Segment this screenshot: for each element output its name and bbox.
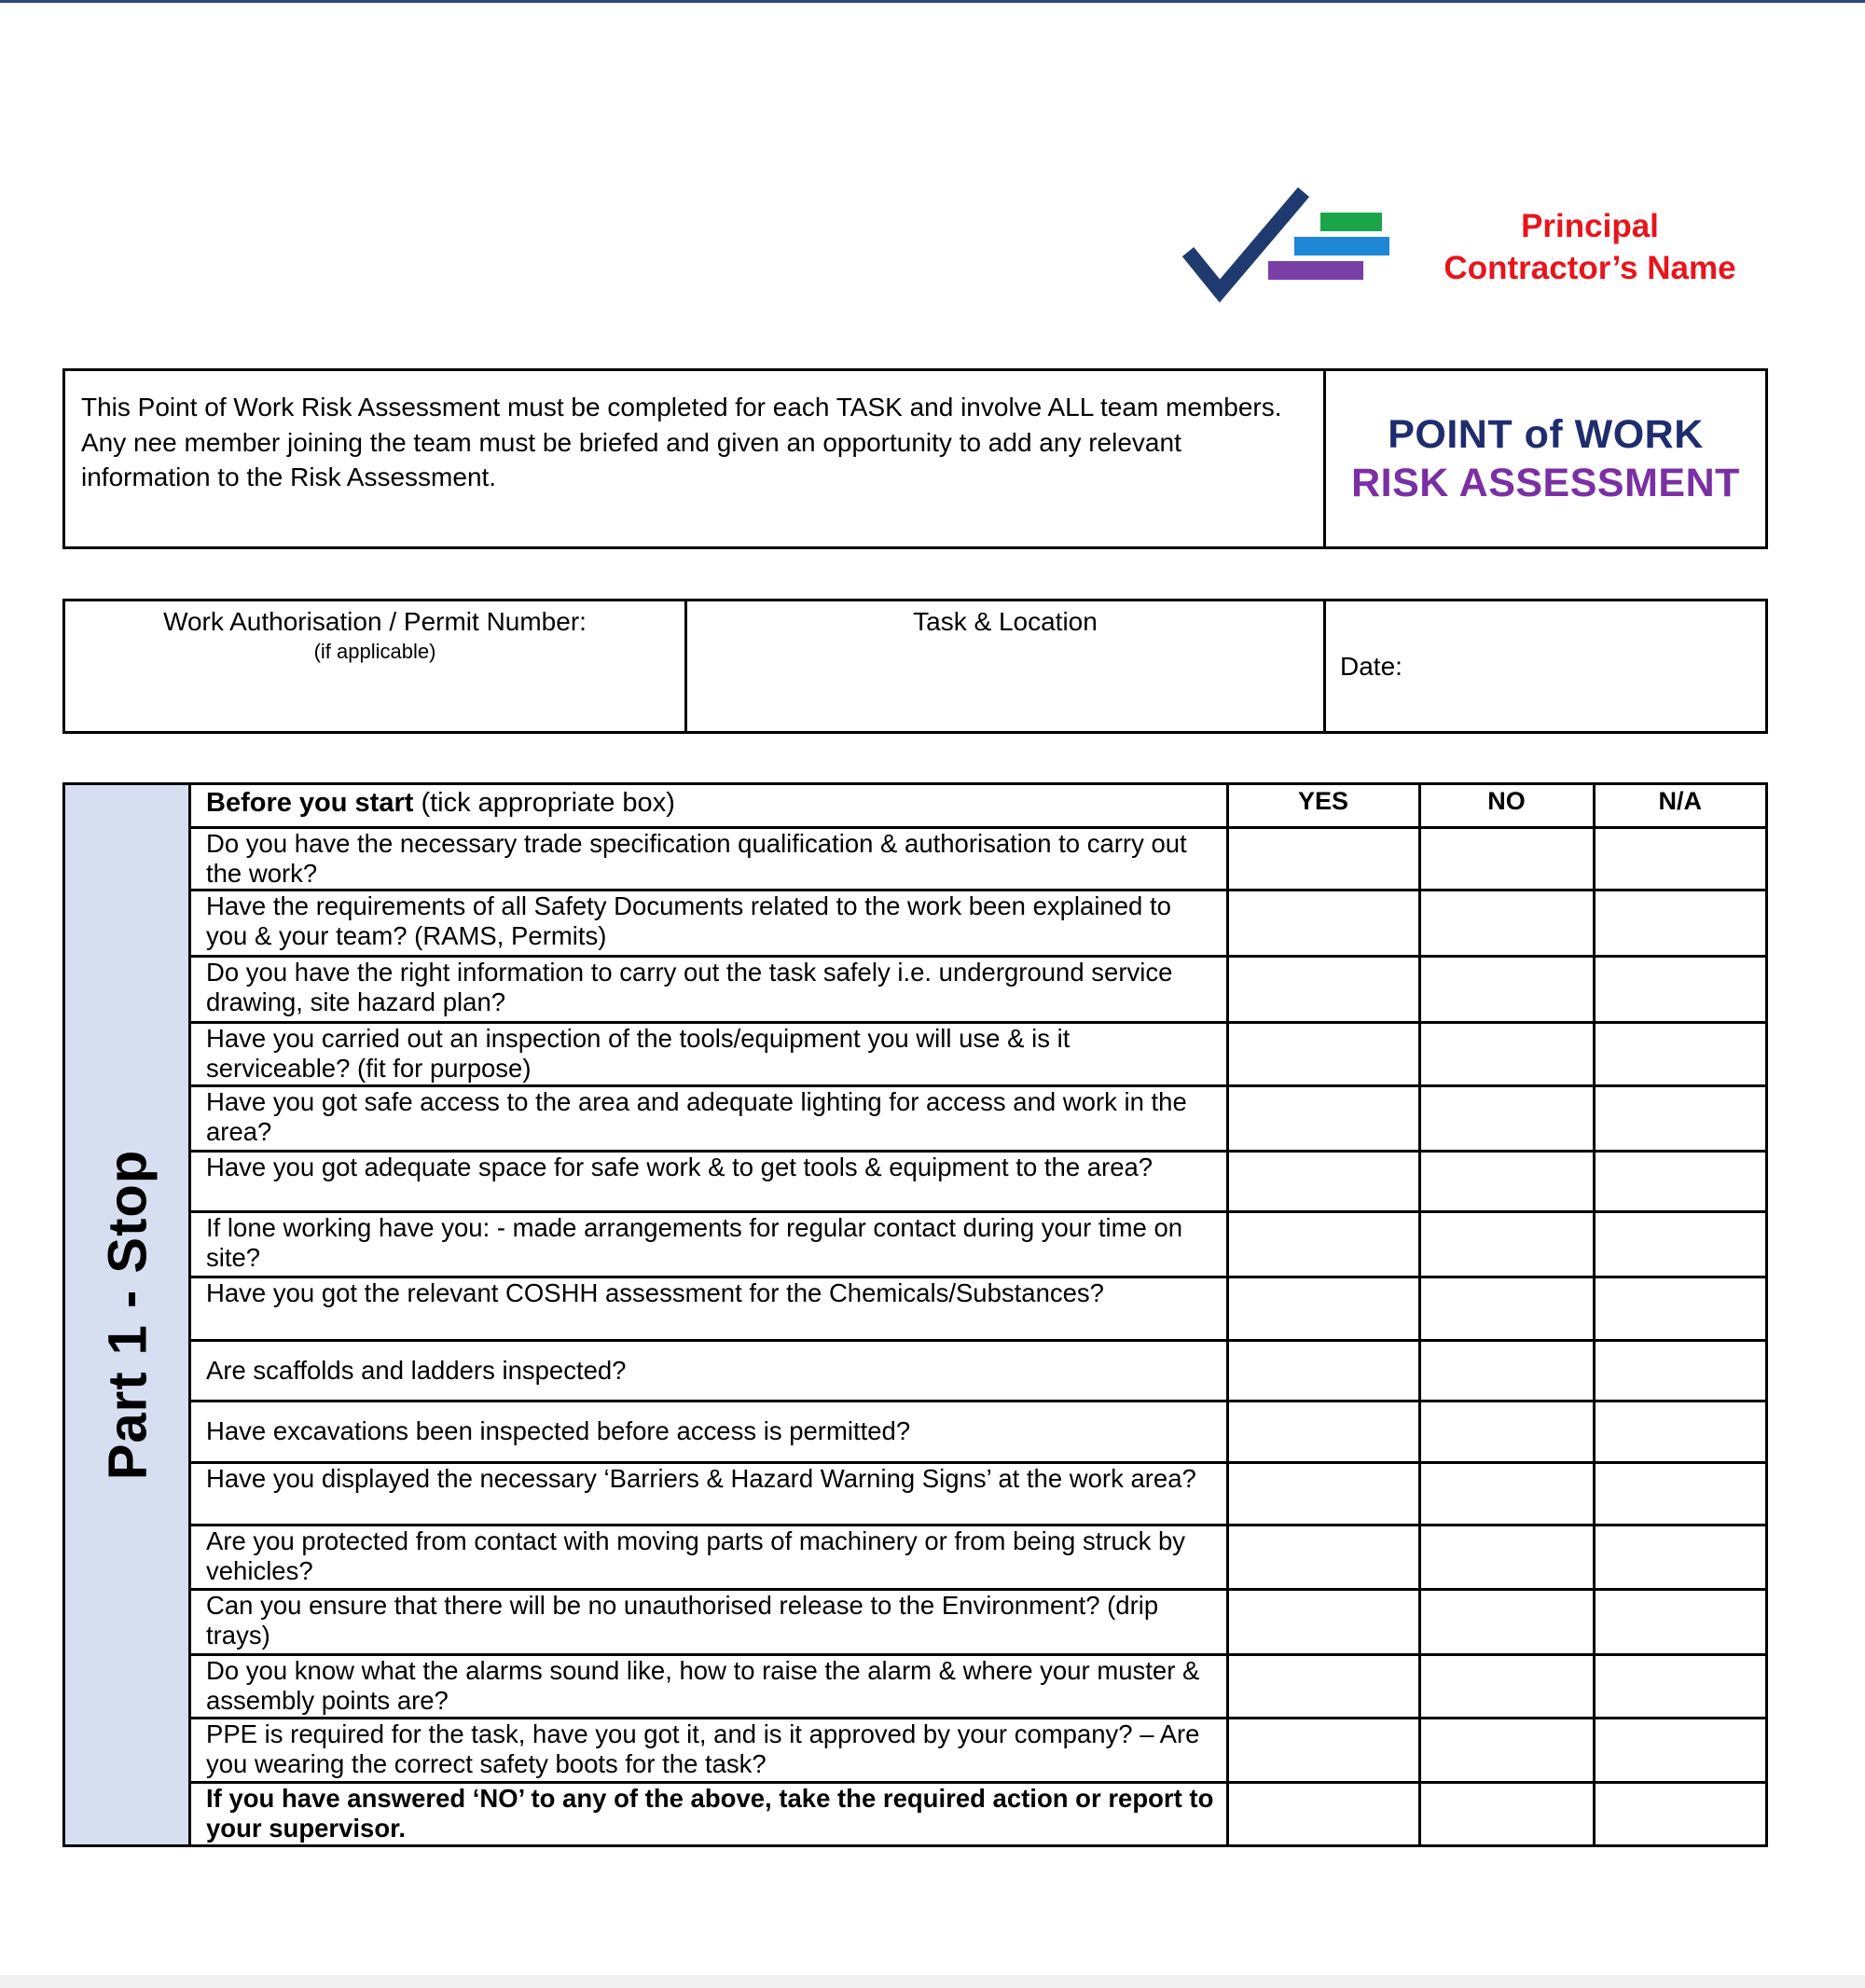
question-text: Do you have the necessary trade specification qualification & authorisation to carry out the work?: [191, 827, 1227, 890]
table-row: [191, 1340, 1765, 1401]
na-checkbox[interactable]: [1594, 1151, 1765, 1211]
na-checkbox[interactable]: [1594, 890, 1765, 956]
final-note: If you have answered ‘NO’ to any of the above, take the required action or report to your supervisor.: [191, 1782, 1227, 1844]
no-checkbox[interactable]: [1419, 956, 1594, 1022]
question-text: Are you protected from contact with moving parts of machinery or from being struck by vehicles?: [191, 1525, 1227, 1589]
title-line-2: RISK ASSESSMENT: [1351, 461, 1740, 505]
checklist-header-question: [191, 785, 1227, 827]
na-checkbox[interactable]: [1594, 1211, 1765, 1277]
task-location-label: Task & Location: [913, 607, 1098, 636]
yes-checkbox[interactable]: [1227, 1782, 1419, 1844]
no-checkbox[interactable]: [1419, 1462, 1594, 1525]
na-checkbox[interactable]: [1594, 956, 1765, 1022]
na-checkbox[interactable]: [1594, 1022, 1765, 1085]
intro-box: [62, 368, 1768, 549]
table-row: [191, 956, 1765, 1022]
no-checkbox[interactable]: [1419, 890, 1594, 956]
question-text: PPE is required for the task, have you got it, and is it approved by your company? – Are you wearing the correct safety boots for the task?: [191, 1718, 1227, 1782]
na-checkbox[interactable]: [1594, 1718, 1765, 1782]
table-row: [191, 1525, 1765, 1589]
col-na-header: N/A: [1594, 785, 1765, 827]
yes-checkbox[interactable]: [1227, 1151, 1419, 1211]
yes-checkbox[interactable]: [1227, 1085, 1419, 1151]
checkmark-logo-icon: [1182, 185, 1389, 306]
yes-checkbox[interactable]: [1227, 890, 1419, 956]
permit-details-box: [62, 599, 1768, 734]
col-no-header: NO: [1419, 785, 1594, 827]
na-checkbox[interactable]: [1594, 1525, 1765, 1589]
part1-checklist: [62, 782, 1768, 1847]
checklist-table: [191, 785, 1765, 1844]
intro-line-1: This Point of Work Risk Assessment must be completed for each TASK and involve ALL team members.: [81, 393, 1282, 421]
question-text: If lone working have you: - made arrangements for regular contact during your time on site?: [191, 1211, 1227, 1277]
table-row: [191, 1151, 1765, 1211]
no-checkbox[interactable]: [1419, 1401, 1594, 1462]
na-checkbox[interactable]: [1594, 1589, 1765, 1654]
yes-checkbox[interactable]: [1227, 1525, 1419, 1589]
yes-checkbox[interactable]: [1227, 956, 1419, 1022]
checklist-header-row: [191, 785, 1765, 827]
no-checkbox[interactable]: [1419, 1151, 1594, 1211]
no-checkbox[interactable]: [1419, 1782, 1594, 1844]
question-text: Are scaffolds and ladders inspected?: [191, 1340, 1227, 1401]
question-text: Have you displayed the necessary ‘Barriers & Hazard Warning Signs’ at the work area?: [191, 1462, 1227, 1525]
no-checkbox[interactable]: [1419, 1211, 1594, 1277]
yes-checkbox[interactable]: [1227, 1401, 1419, 1462]
yes-checkbox[interactable]: [1227, 1718, 1419, 1782]
principal-contractor-line2: Contractor’s Name: [1444, 250, 1736, 286]
table-row: [191, 1401, 1765, 1462]
table-row: [191, 1277, 1765, 1340]
date-label: Date:: [1340, 651, 1402, 681]
no-checkbox[interactable]: [1419, 1340, 1594, 1401]
header-bold: Before you start: [206, 788, 414, 818]
table-row: [191, 890, 1765, 956]
question-text: Do you know what the alarms sound like, how to raise the alarm & where your muster & assembly points are?: [191, 1654, 1227, 1718]
na-checkbox[interactable]: [1594, 1782, 1765, 1844]
top-border-line: [0, 0, 1865, 3]
no-checkbox[interactable]: [1419, 1085, 1594, 1151]
table-row: [191, 1211, 1765, 1277]
question-text: Can you ensure that there will be no unauthorised release to the Environment? (drip trays): [191, 1589, 1227, 1654]
work-authorisation-field[interactable]: [65, 601, 687, 731]
table-row: [191, 1654, 1765, 1718]
question-text: Do you have the right information to carry out the task safely i.e. underground service drawing, site hazard plan?: [191, 956, 1227, 1022]
yes-checkbox[interactable]: [1227, 1022, 1419, 1085]
no-checkbox[interactable]: [1419, 1525, 1594, 1589]
na-checkbox[interactable]: [1594, 1462, 1765, 1525]
no-checkbox[interactable]: [1419, 827, 1594, 890]
col-yes-header: YES: [1227, 785, 1419, 827]
table-row: [191, 1462, 1765, 1525]
date-field[interactable]: [1326, 601, 1765, 731]
principal-contractor-name: [1417, 205, 1762, 289]
no-checkbox[interactable]: [1419, 1022, 1594, 1085]
intro-line-2: Any nee member joining the team must be briefed and given an opportunity to add any relevant information to the Risk Assessment.: [81, 427, 1181, 491]
title-line-1: POINT of WORK: [1388, 412, 1704, 457]
question-text: Have you got adequate space for safe work & to get tools & equipment to the area?: [191, 1151, 1227, 1211]
table-row: [191, 827, 1765, 890]
part1-side-band: [65, 785, 191, 1844]
yes-checkbox[interactable]: [1227, 1589, 1419, 1654]
principal-contractor-line1: Principal: [1521, 208, 1659, 244]
header-rest: (tick appropriate box): [413, 788, 675, 818]
table-row: [191, 1022, 1765, 1085]
yes-checkbox[interactable]: [1227, 1654, 1419, 1718]
work-authorisation-sublabel: (if applicable): [313, 640, 436, 663]
na-checkbox[interactable]: [1594, 827, 1765, 890]
yes-checkbox[interactable]: [1227, 827, 1419, 890]
document-title: [1326, 371, 1765, 546]
table-row: [191, 1085, 1765, 1151]
question-text: Have the requirements of all Safety Documents related to the work been explained to you & your team? (RAMS, Permits): [191, 890, 1227, 956]
no-checkbox[interactable]: [1419, 1277, 1594, 1340]
na-checkbox[interactable]: [1594, 1401, 1765, 1462]
part1-side-label: Part 1 - Stop: [97, 1149, 159, 1481]
question-text: Have you got safe access to the area and adequate lighting for access and work in the area?: [191, 1085, 1227, 1151]
yes-checkbox[interactable]: [1227, 1211, 1419, 1277]
task-location-field[interactable]: [687, 601, 1326, 731]
na-checkbox[interactable]: [1594, 1085, 1765, 1151]
no-checkbox[interactable]: [1419, 1589, 1594, 1654]
bottom-page-band: [0, 1975, 1865, 1988]
intro-instructions: [65, 371, 1326, 546]
question-text: Have you got the relevant COSHH assessment for the Chemicals/Substances?: [191, 1277, 1227, 1340]
na-checkbox[interactable]: [1594, 1654, 1765, 1718]
final-note-row: [191, 1782, 1765, 1844]
no-checkbox[interactable]: [1419, 1718, 1594, 1782]
question-text: Have excavations been inspected before access is permitted?: [191, 1401, 1227, 1462]
table-row: [191, 1718, 1765, 1782]
na-checkbox[interactable]: [1594, 1340, 1765, 1401]
na-checkbox[interactable]: [1594, 1277, 1765, 1340]
no-checkbox[interactable]: [1419, 1654, 1594, 1718]
table-row: [191, 1589, 1765, 1654]
yes-checkbox[interactable]: [1227, 1277, 1419, 1340]
question-text: Have you carried out an inspection of the tools/equipment you will use & is it serviceable? (fit for purpose): [191, 1022, 1227, 1085]
yes-checkbox[interactable]: [1227, 1340, 1419, 1401]
work-authorisation-label: Work Authorisation / Permit Number:: [163, 607, 587, 636]
yes-checkbox[interactable]: [1227, 1462, 1419, 1525]
